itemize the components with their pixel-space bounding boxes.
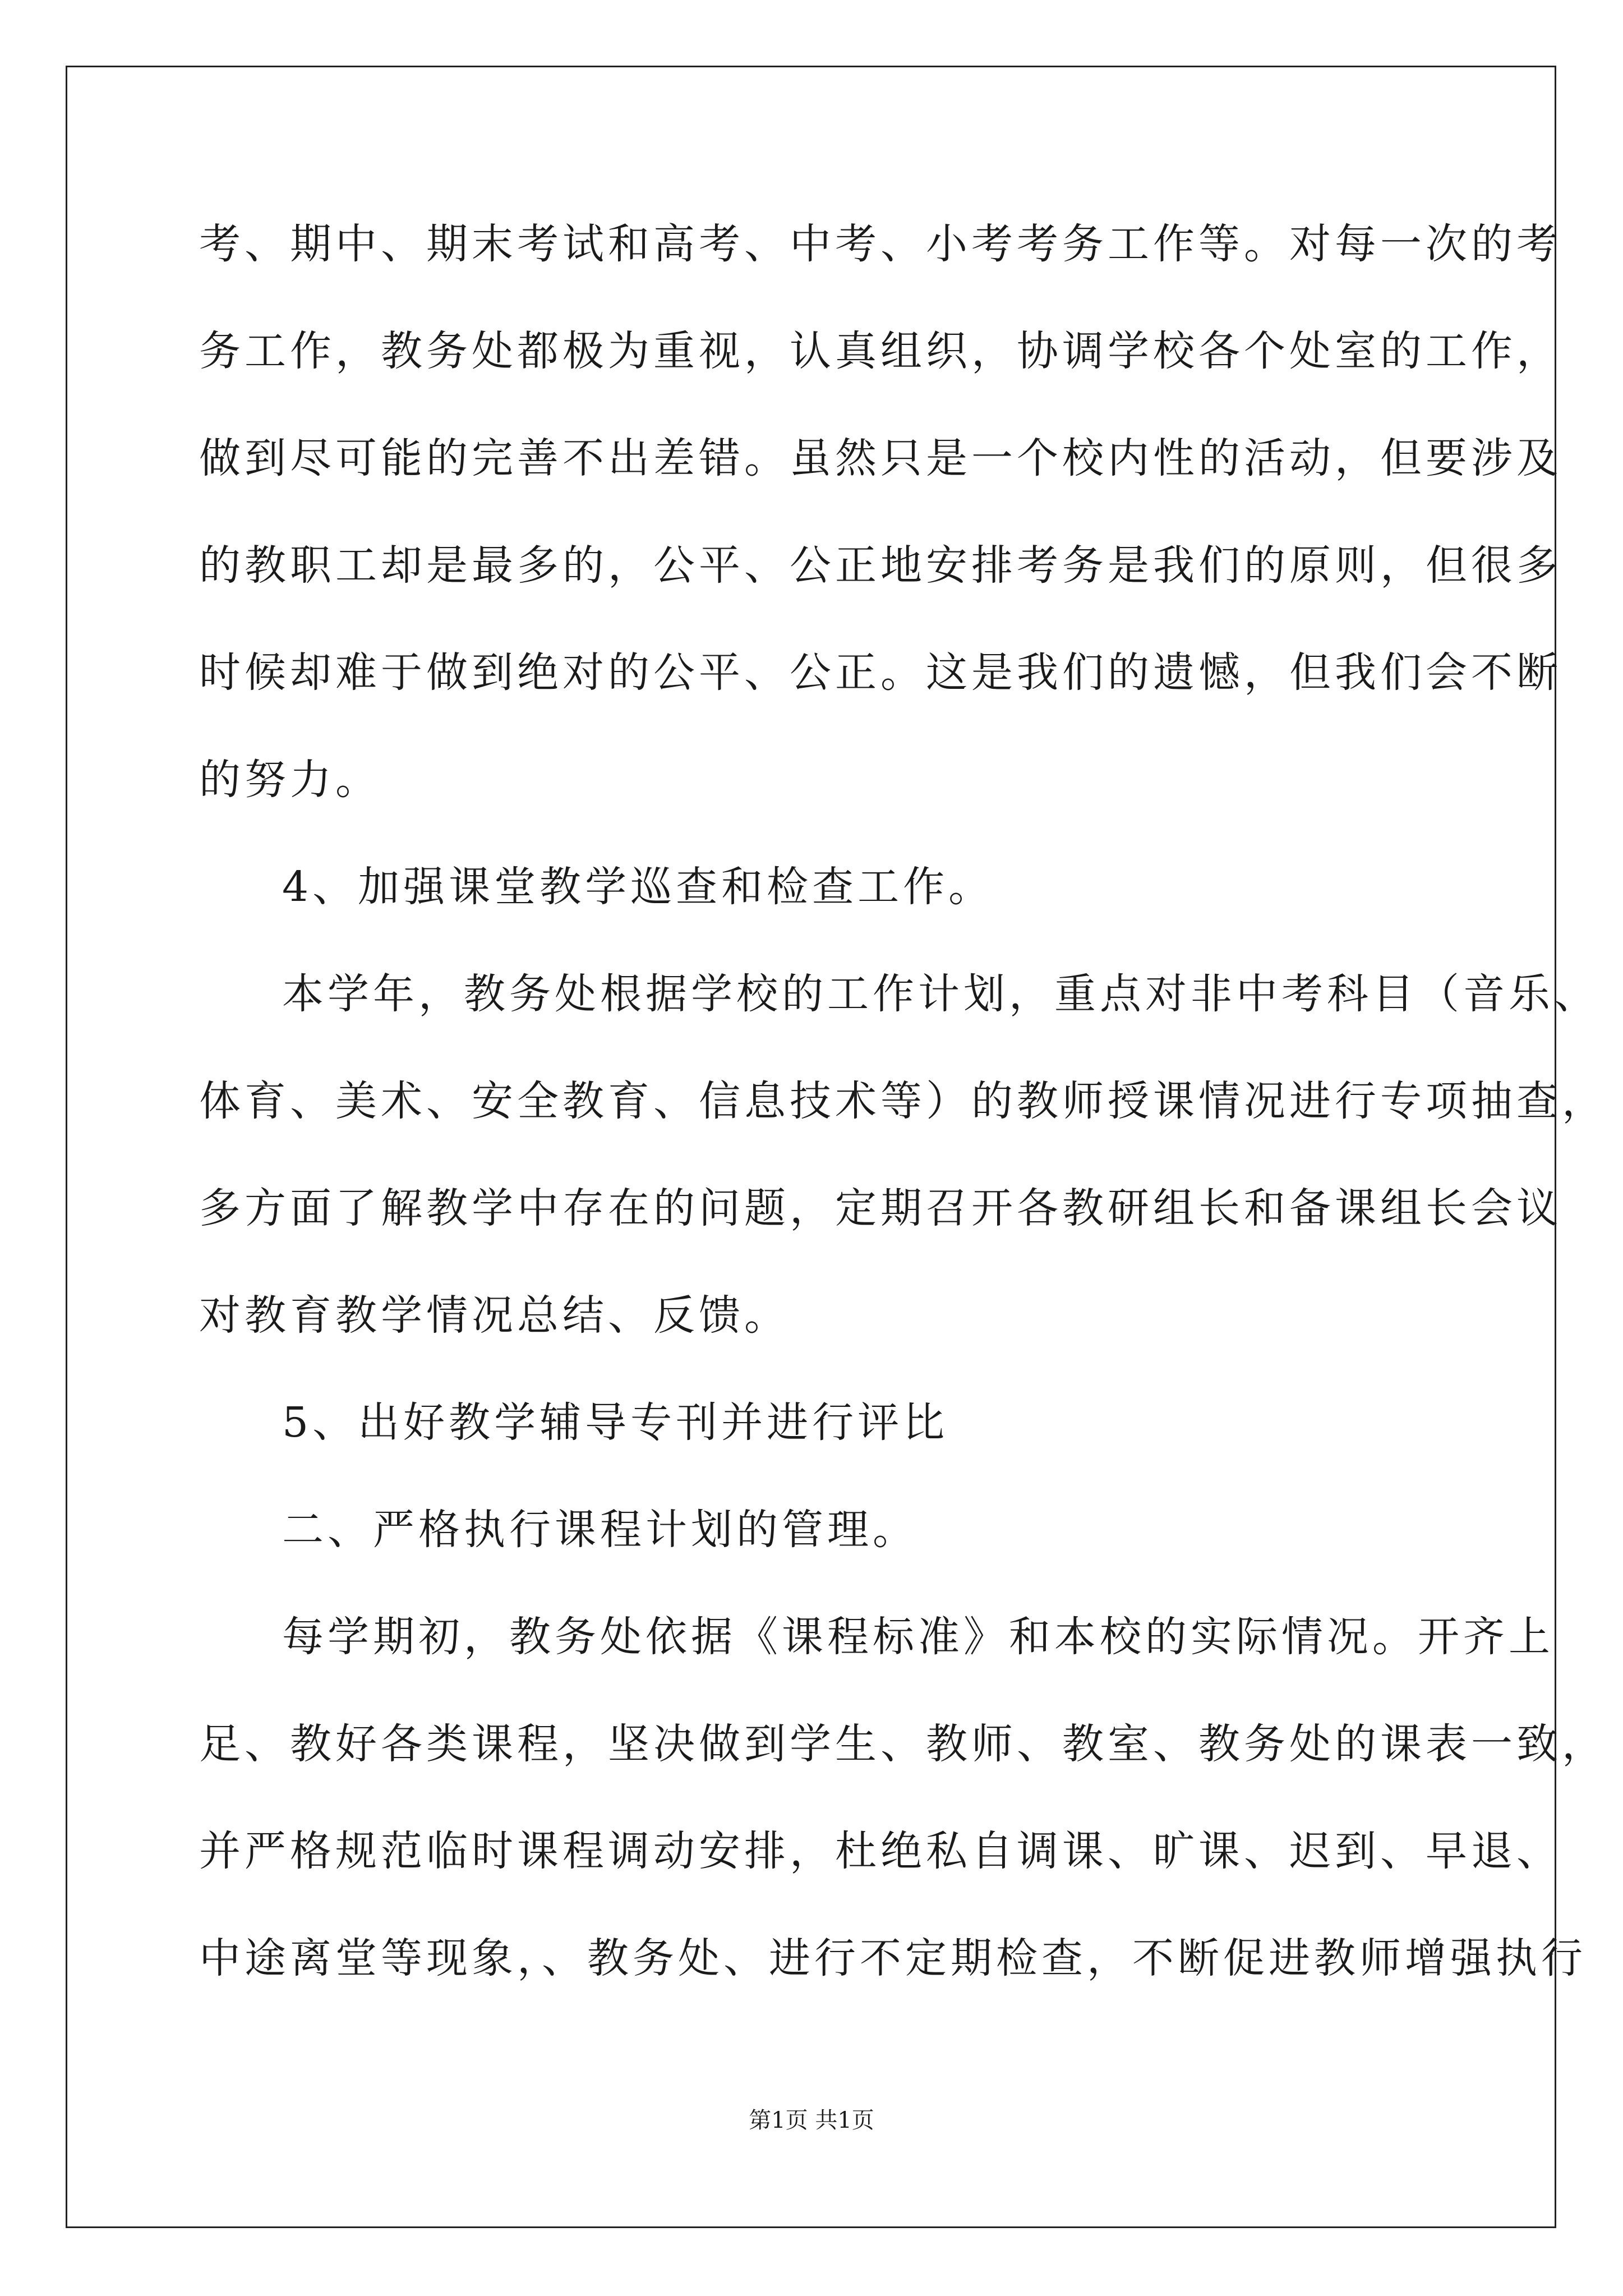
page-border: [66, 66, 1556, 2228]
paragraph-line: 每学期初，教务处依据《课程标准》和本校的实际情况。开齐上: [282, 1613, 1554, 1661]
paragraph-line: 中途离堂等现象，、教务处、进行不定期检查，不断促进教师增强执行: [199, 1934, 1587, 1982]
page-number-footer: 第1页 共1页: [749, 2108, 874, 2133]
paragraph-line: 的努力。: [199, 756, 381, 804]
paragraph-line: 并严格规范临时课程调动安排，杜绝私自调课、旷课、迟到、早退、: [199, 1827, 1562, 1875]
section-heading: 4、加强课堂教学巡查和检查工作。: [282, 863, 994, 911]
paragraph-line: 时候却难于做到绝对的公平、公正。这是我们的遗憾，但我们会不断: [199, 648, 1562, 697]
section-heading: 5、出好教学辅导专刊并进行评比: [282, 1398, 949, 1447]
paragraph-line: 考、期中、期末考试和高考、中考、小考考务工作等。对每一次的考: [199, 220, 1562, 268]
paragraph-line: 足、教好各类课程，坚决做到学生、教师、教室、教务处的课表一致，: [199, 1720, 1607, 1768]
paragraph-line: 体育、美术、安全教育、信息技术等）的教师授课情况进行专项抽查，: [199, 1077, 1607, 1125]
section-heading: 二、严格执行课程计划的管理。: [282, 1506, 918, 1554]
paragraph-line: 务工作，教务处都极为重视，认真组织，协调学校各个处室的工作，: [199, 327, 1562, 375]
paragraph-line: 做到尽可能的完善不出差错。虽然只是一个校内性的活动，但要涉及: [199, 434, 1562, 482]
paragraph-line: 的教职工却是最多的，公平、公正地安排考务是我们的原则，但很多: [199, 541, 1562, 590]
paragraph-line: 多方面了解教学中存在的问题，定期召开各教研组长和备课组长会议: [199, 1184, 1562, 1232]
paragraph-line: 本学年，教务处根据学校的工作计划，重点对非中考科目（音乐、: [282, 970, 1599, 1018]
paragraph-line: 对教育教学情况总结、反馈。: [199, 1291, 790, 1340]
